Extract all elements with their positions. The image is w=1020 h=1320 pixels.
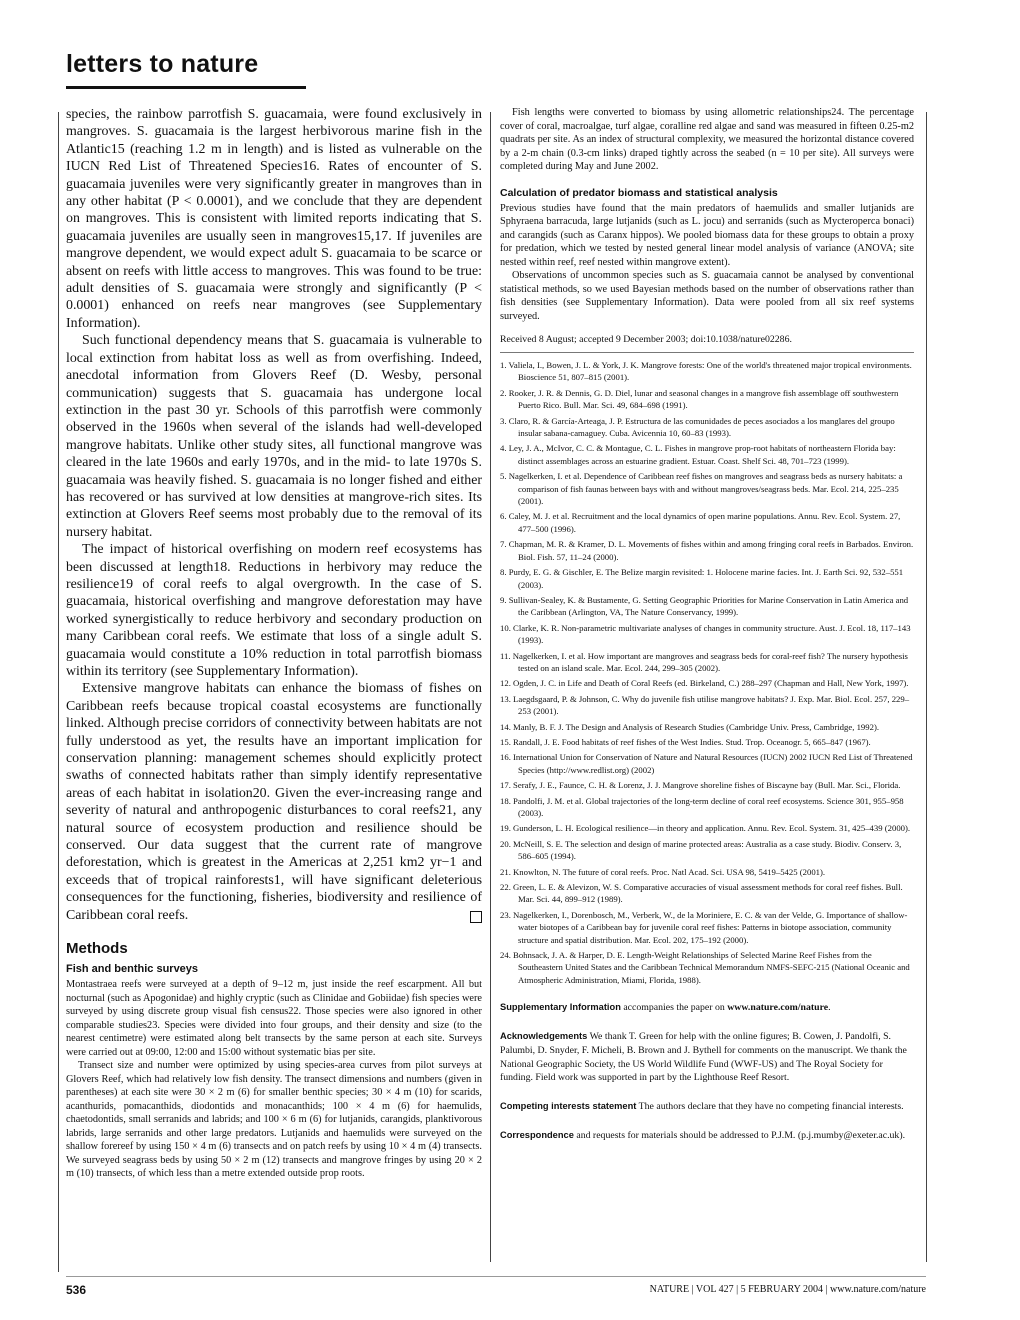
- reference-item: 12. Ogden, J. C. in Life and Death of Coral Reefs (ed. Birkeland, C.) 288–297 (Chapman and Hall, New York, 1997).: [500, 678, 909, 689]
- reference-item: 20. McNeill, S. E. The selection and design of marine protected areas: Australia as a case study. Biodiv. Conserv. 3, 586–605 (1994).: [500, 838, 902, 862]
- reference-item: 17. Serafy, J. E., Faunce, C. H. & Lorenz, J. J. Mangrove shoreline fishes of Biscayne bay (Bull. Mar. Sci., Florida.: [500, 780, 901, 791]
- acknowledgements-text: We thank T. Green for help with the online figures; B. Cowen, J. Pandolfi, S. Palumbi, D. Snyder, F. Micheli, B. Brown and J. Bythell for comments on the manuscript. We thank the National Geographic Society, the US World Wildlife Fund (WWF-US) and The Royal Society for funding. Field work was supported in part by the Lighthouse Reef Resort.: [500, 1031, 907, 1084]
- supplementary-label: Supplementary Information: [500, 1002, 621, 1013]
- reference-item: 3. Claro, R. & García-Arteaga, J. P. Estructura de las comunidades de peces asociados a los manglares del groupo insular sabana-camaguey. Cuba. Avicennia 10, 60–83 (1993).: [500, 415, 895, 439]
- reference-item: 8. Purdy, E. G. & Gischler, E. The Belize margin revisited: 1. Holocene marine facies. Int. J. Earth Sci. 92, 532–551 (2003).: [500, 567, 904, 590]
- left-column: [66, 106, 482, 1181]
- supplementary-note: [500, 1001, 914, 1015]
- body-paragraph: species, the rainbow parrotfish S. guacamaia, were found exclusively in mangroves. S. guacamaia is the largest herbivorous marine fish in the Atlantic15 (reaching 1.2 m in length) and is listed as vulnerable on the IUCN Red List of Threatened Species16. Rates of encounter of S. guacamaia juveniles were very significantly greater in mangroves than in any other habitat (P < 0.0001), and we conclude that they are dependent on mangroves. This is consistent with limited reports indicating that S. guacamaia juveniles are usually seen in mangroves15,17. If juveniles are mangrove dependent, we would expect adult S. guacamaia to be scarce or absent on reefs with little access to mangroves. This was found to be true: adult densities of S. guacamaia were strongly and significantly (P < 0.0001) enhanced on reefs near mangroves (see Supplementary Information).: [66, 107, 482, 331]
- body-paragraph: The impact of historical overfishing on modern reef ecosystems has been discussed at length18. Reductions in herbivory may reduce the resilience19 of coral reefs to algal overgrowth. In the case of S. guacamaia, historical overfishing and mangrove deforestation may have worked synergistically to reduce herbivory and secondary production on many Caribbean coral reefs. We estimate that loss of a single adult S. guacamaia would constitute a 10% reduction in total parrotfish biomass within its territory (see Supplementary Information).: [66, 542, 482, 679]
- fish-surveys-heading: Fish and benthic surveys: [66, 963, 199, 976]
- supplementary-end: .: [828, 1002, 831, 1014]
- reference-item: 5. Nagelkerken, I. et al. Dependence of Caribbean reef fishes on mangroves and seagrass beds as nursery habitats: a comparison of fish faunas between bays with and without mangroves/seagrass beds. Mar. Ecol. 214, 225–235 (2001).: [500, 471, 903, 507]
- reference-item: 23. Nagelkerken, I., Dorenbosch, M., Verberk, W., de la Moriniere, E. C. & van der Velde, G. Importance of shallow-water biotopes of a Caribbean bay for juvenile coral reef fishes: Patterns in biotope association, community structure and spatial distribution. Mar. Ecol. 202, 175–192 (2000).: [500, 909, 908, 945]
- reference-item: 7. Chapman, M. R. & Kramer, D. L. Movements of fishes within and among fringing coral reefs in Barbados. Environ. Biol. Fish. 57, 11–24 (2000).: [500, 539, 914, 562]
- reference-item: 6. Caley, M. J. et al. Recruitment and the local dynamics of open marine populations. Annu. Rev. Ecol. System. 27, 477–500 (1996).: [500, 511, 901, 534]
- end-of-article-mark: [470, 911, 482, 923]
- reference-item: 11. Nagelkerken, I. et al. How important are mangroves and seagrass beds for coral-reef fish? The nursery hypothesis tested on an island scale. Mar. Ecol. 244, 299–305 (2002).: [500, 650, 908, 673]
- column-divider: [490, 112, 491, 1262]
- acknowledgements-note: [500, 1030, 914, 1085]
- page-number: 536: [66, 1283, 87, 1297]
- reference-item: 14. Manly, B. F. J. The Design and Analysis of Research Studies (Cambridge Univ. Press, Cambridge, 1992).: [500, 721, 880, 732]
- methods-heading: Methods: [66, 940, 128, 958]
- correspondence-note: [500, 1129, 914, 1143]
- right-margin-rule: [926, 112, 927, 1262]
- acknowledgements-label: Acknowledgements: [500, 1031, 588, 1042]
- methods-paragraph: Fish lengths were converted to biomass by using allometric relationships24. The percentage cover of coral, macroalgae, turf algae, coralline red algae and sand was measured in fifteen 0.25-m2 quadrats per site. As an index of structural complexity, we measured the horizontal distance covered by a 2-m chain (0.3-cm links) draped tightly across the seabed (n = 10 per site). All surveys were completed during May and June 2002.: [500, 107, 914, 172]
- supplementary-text: accompanies the paper on: [620, 1002, 728, 1014]
- methods-paragraph: Transect size and number were optimized by using species-area curves from pilot surveys at Glovers Reef, which had relatively low fish density. The transect dimensions and numbers (given in parentheses) at each site were 30 × 2 m (6) for smaller benthic species; 30 × 4 m (10) for scarids, acanthurids, pomacanthids, diodontids and monacanthids; 100 × 4 m (6) for haemulids, chaetodontids, small serranids and labrids; and 100 × 6 m (6) for lutjanids, carangids, planktivorous labrids, large serranids and other large predators. Lutjanids and haemulids were surveyed on the shallow forereef by using 150 × 4 m (6) transects and on patch reefs by using 10 × 4 m (4) transects. We surveyed seagrass beds by using 50 × 2 m (12) transects and mangrove fringes by using 20 × 2 m (10) transects, of which less than a metre extended outside prop roots.: [66, 1060, 482, 1180]
- journal-citation-line: NATURE | VOL 427 | 5 FEBRUARY 2004 | www.nature.com/nature: [649, 1284, 926, 1295]
- correspondence-label: Correspondence: [500, 1130, 574, 1141]
- reference-item: 2. Rooker, J. R. & Dennis, G. D. Diel, lunar and seasonal changes in a mangrove fish assemblage off southwestern Puerto Rico. Bull. Mar. Sci. 49, 684–698 (1991).: [500, 387, 899, 411]
- header-rule: [66, 86, 306, 89]
- reference-item: 18. Pandolfi, J. M. et al. Global trajectories of the long-term decline of coral reef ecosystems. Science 301, 955–958 (2003).: [500, 795, 904, 818]
- calculation-heading: Calculation of predator biomass and statistical analysis: [500, 186, 778, 199]
- body-paragraph: Such functional dependency means that S. guacamaia is vulnerable to local extinction from habitat loss as well as from overfishing. Indeed, anecdotal information from Glovers Reef (D. Wesby, personal communication) suggests that S. guacamaia has undergone local extinction in the past 30 yr. Schools of this parrotfish were commonly observed in the 1960s when several of the islands had well-developed mangrove habitats. Unlike other study sites, all functional mangrove was cleared in the late 1960s and early 1970s, and in the mid- to late 1970s S. guacamaia was heavily fished. S. guacamaia is no longer fished and either has recovered or has survived at low densities at mangrove-rich sites. Its extinction at Glovers Reef seems most probably due to the removal of its nursery habitat.: [66, 333, 482, 540]
- methods-paragraph: Montastraea reefs were surveyed at a depth of 9–12 m, just inside the reef escarpment. All but nocturnal (such as Apogonidae) and highly cryptic (such as Clinidae and Gobiidae) fish species were surveyed by using discrete group visual fish census22. Those species were also ignored in other comparable studies23. Species were divided into four groups, and their density and size (to the nearest centimetre) were estimated along belt transects by the same person at each site. Surveys were carried out at 09:00, 12:00 and 15:00 without systematic bias per site.: [66, 979, 482, 1058]
- reference-item: 22. Green, L. E. & Alevizon, W. S. Comparative accuracies of visual assessment methods for coral reef fishes. Bull. Mar. Sci. 44, 899–912 (1989).: [500, 882, 903, 905]
- reference-item: 10. Clarke, K. R. Non-parametric multivariate analyses of changes in community structure. Aust. J. Ecol. 18, 117–143 (1993).: [500, 622, 911, 646]
- right-column: [500, 106, 914, 1143]
- reference-item: 15. Randall, J. E. Food habitats of reef fishes of the West Indies. Stud. Trop. Oceanogr. 5, 665–847 (1967).: [500, 736, 871, 747]
- competing-interests-note: [500, 1100, 914, 1114]
- reference-item: 24. Bohnsack, J. A. & Harper, D. E. Length-Weight Relationships of Selected Marine Reef Fishes from the Southeastern United States and the Caribbean Technical Memorandum NMFS-SEFC-215 (National Oceanic and Atmospheric Administration, Miami, Florida, 1988).: [500, 950, 910, 985]
- reference-item: 1. Valiela, I., Bowen, J. L. & York, J. K. Mangrove forests: One of the world's threatened major tropical environments. Bioscience 51, 807–815 (2001).: [500, 360, 912, 383]
- reference-list: [500, 359, 914, 986]
- reference-item: 4. Ley, J. A., McIvor, C. C. & Montague, C. L. Fishes in mangrove prop-root habitats of northeastern Florida bay: distinct assemblages across an estuarine gradient. Estuar. Coast. Shelf Sci. 48, 701–723 (1999).: [500, 443, 896, 466]
- body-paragraph: [66, 680, 482, 924]
- reference-item: 9. Sullivan-Sealey, K. & Bustamente, G. Setting Geographic Priorities for Marine Conservation in Latin America and the Caribbean (Arlington, VA, The Nature Conservancy, 1999).: [500, 594, 909, 618]
- reference-item: 21. Knowlton, N. The future of coral reefs. Proc. Natl Acad. Sci. USA 98, 5419–5425 (2001).: [500, 866, 826, 877]
- body-paragraph-text: Extensive mangrove habitats can enhance the biomass of fishes on Caribbean reefs because tropical coastal ecosystems are functionally linked. Although precise corridors of connectivity between habitats are not fully understood as yet, the results have an important implication for conservation planning: management schemes should explicitly protect swaths of connected habitats rather than simply identify representative areas of each habitat in isolation20. Given the ever-increasing range and severity of natural and anthropogenic disturbances to coral reefs21, any natural source of ecosystem production and resilience should be conserved. Our data suggest that the current rate of mangrove deforestation, which is greatest in the Americas at 2,251 km2 yr−1 and exceeds that of tropical rainforests1, will have significant deleterious consequences for the functioning, fisheries, biodiversity and resilience of Caribbean coral reefs.: [66, 681, 482, 923]
- competing-interests-label: Competing interests statement: [500, 1101, 637, 1112]
- competing-interests-text: The authors declare that they have no competing financial interests.: [636, 1101, 904, 1113]
- footer-rule: [66, 1276, 926, 1277]
- reference-item: 13. Laegdsgaard, P. & Johnson, C. Why do juvenile fish utilise mangrove habitats? J. Exp. Mar. Biol. Ecol. 257, 229–253 (2001).: [500, 693, 910, 717]
- running-head: letters to nature: [66, 50, 259, 78]
- methods-paragraph: Observations of uncommon species such as S. guacamaia cannot be analysed by conventional statistical methods, so we used Bayesian methods based on the number of observations rather than fish densities (see Supplementary Information). Data were pooled from all six reef systems surveyed.: [500, 270, 914, 322]
- supplementary-link[interactable]: www.nature.com/nature: [727, 1002, 829, 1014]
- reference-item: 16. International Union for Conservation of Nature and Natural Resources (IUCN) 2002 IUCN Red List of Threatened Species (http://www.redlist.org) (2002): [500, 752, 913, 775]
- correspondence-text: and requests for materials should be addressed to P.J.M. (p.j.mumby@exeter.ac.uk).: [573, 1130, 906, 1142]
- left-margin-rule: [58, 112, 59, 1272]
- received-line: Received 8 August; accepted 9 December 2003; doi:10.1038/nature02286.: [500, 333, 914, 353]
- methods-paragraph: Previous studies have found that the main predators of haemulids and smaller lutjanids are Sphyraena barracuda, large lutjanids (such as L. jocu) and serranids (such as Mycteroperca bonaci) and carangids (such as Caranx hippos). We pooled biomass data for these groups to obtain a proxy for predation, which we tested by nested general linear model analysis of variance (ANOVA; site nested within reef, reef nested within mangrove extent).: [500, 202, 914, 268]
- reference-item: 19. Gunderson, L. H. Ecological resilience—in theory and application. Annu. Rev. Ecol. System. 31, 425–439 (2000).: [500, 823, 911, 834]
